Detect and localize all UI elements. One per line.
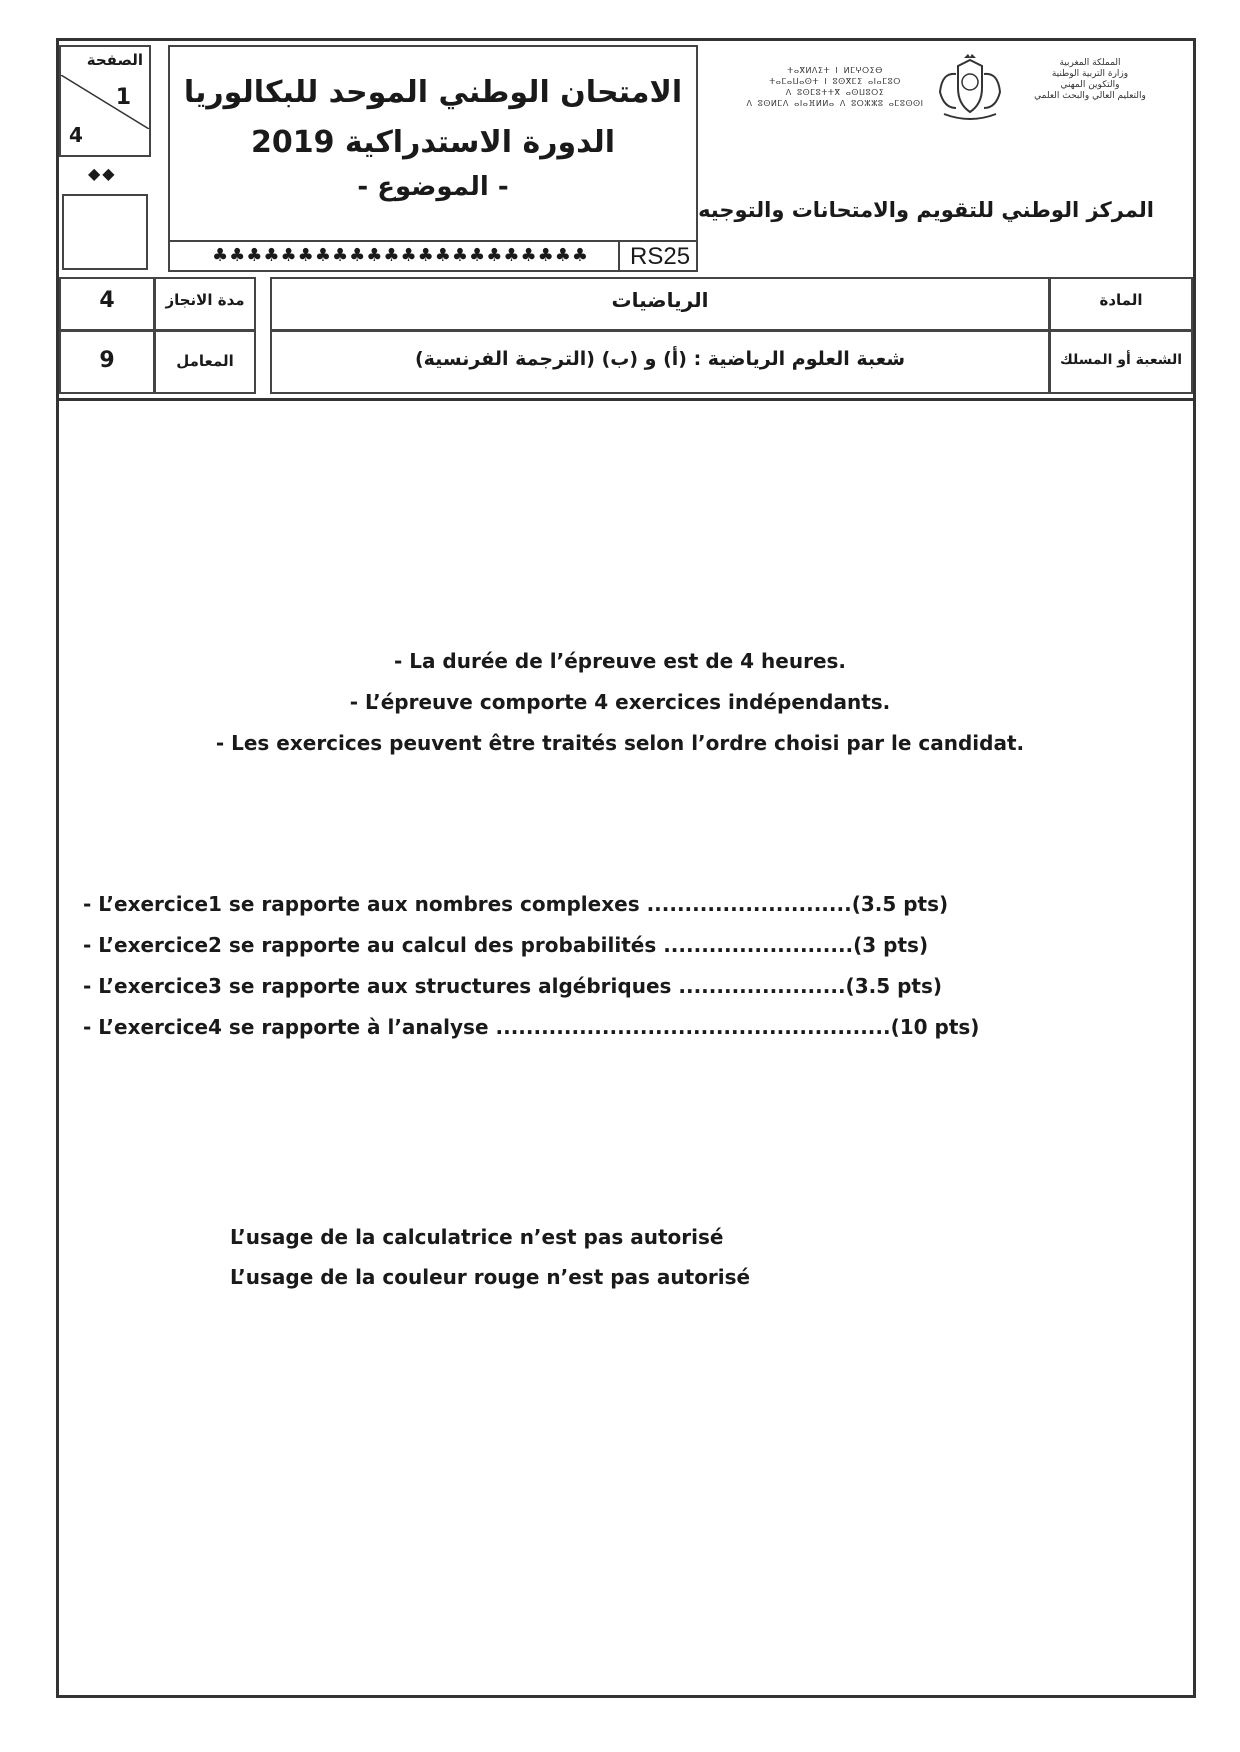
duration-label: مدة الانجاز	[165, 291, 245, 309]
subject-label: المادة	[1099, 291, 1143, 309]
exercise-text: - L’exercice3 se rapporte aux structures algébriques	[83, 974, 679, 998]
branch-value: شعبة العلوم الرياضية : (أ) و (ب) (الترجمة الفرنسية)	[414, 348, 906, 370]
center-name: المركز الوطني للتقويم والامتحانات والتوجيه	[698, 198, 1154, 222]
title-box	[168, 45, 698, 272]
exercise-points: (3 pts)	[853, 933, 929, 957]
exercise-dots: ...........................	[646, 892, 852, 916]
exercise-line	[83, 892, 948, 916]
exercise-text: - L’exercice4 se rapporte à l’analyse	[83, 1015, 496, 1039]
ministry-arabic	[1010, 58, 1170, 102]
tifinagh-line: ⴷ ⵓⵙⵎⵓⵜⵜⴳ ⴰⵙⵡⵓⵔⵉ	[785, 88, 885, 97]
blank-box	[62, 194, 148, 270]
note-line: L’usage de la couleur rouge n’est pas autorisé	[230, 1265, 751, 1289]
instruction-line: - La durée de l’épreuve est de 4 heures.	[393, 649, 847, 673]
exercise-points: (3.5 pts)	[851, 892, 949, 916]
exercise-dots: .........................	[663, 933, 854, 957]
exercise-line	[83, 1015, 979, 1039]
title-line3: - الموضوع -	[357, 172, 509, 202]
page-label: الصفحة	[86, 51, 143, 69]
header-bottom-rule	[56, 398, 1196, 401]
diamonds-mark: ◆◆	[88, 164, 117, 183]
coef-value: 9	[99, 348, 115, 373]
ministry-tifinagh	[740, 65, 930, 109]
title-line1: الامتحان الوطني الموحد للبكالوريا	[183, 75, 683, 110]
subject-value: الرياضيات	[611, 288, 709, 312]
branch-label: الشعبة أو المسلك	[1059, 352, 1183, 368]
coat-of-arms-icon	[930, 52, 1010, 124]
info-table	[56, 274, 1196, 398]
exercise-line	[83, 974, 942, 998]
exercise-points: (10 pts)	[890, 1015, 980, 1039]
instruction-line: - Les exercices peuvent être traités selon l’ordre choisi par le candidat.	[215, 731, 1025, 755]
duration-value: 4	[99, 288, 115, 313]
stars-row: ♣♣♣♣♣♣♣♣♣♣♣♣♣♣♣♣♣♣♣♣♣♣	[212, 245, 590, 266]
coef-label: المعامل	[176, 352, 234, 370]
tifinagh-line: ⵜⴰⴳⵍⴷⵉⵜ ⵏ ⵍⵎⵖⵔⵉⴱ	[787, 66, 883, 75]
ministry-line: والتكوين المهني	[1060, 80, 1120, 90]
exercise-text: - L’exercice1 se rapporte aux nombres complexes	[83, 892, 647, 916]
exercise-dots: ......................	[678, 974, 846, 998]
page-number-box	[59, 45, 151, 157]
exercise-points: (3.5 pts)	[845, 974, 943, 998]
code-divider	[618, 240, 620, 270]
exercise-text: - L’exercice2 se rapporte au calcul des probabilités	[83, 933, 664, 957]
ministry-line: والتعليم العالي والبحث العلمي	[1034, 91, 1146, 101]
tifinagh-line: ⵜⴰⵎⴰⵡⴰⵙⵜ ⵏ ⵓⵙⴳⵎⵉ ⴰⵏⴰⵎⵓⵔ	[769, 77, 901, 86]
exercise-dots: ....................................................	[495, 1015, 891, 1039]
ministry-line: المملكة المغربية	[1059, 58, 1121, 68]
ministry-line: وزارة التربية الوطنية	[1051, 69, 1129, 79]
tifinagh-line: ⴷ ⵓⵙⵍⵎⴷ ⴰⵏⴰⴼⵍⵍⴰ ⴷ ⵓⵔⵣⵣⵓ ⴰⵎⵓⵙⵙⵏ	[746, 99, 924, 108]
instruction-line: - L’épreuve comporte 4 exercices indépendants.	[349, 690, 891, 714]
title-line2: الدورة الاستدراكية 2019	[250, 125, 616, 160]
exam-code: RS25	[630, 243, 691, 270]
note-line: L’usage de la calculatrice n’est pas autorisé	[230, 1225, 724, 1249]
page-total: 4	[69, 123, 83, 147]
exercise-line	[83, 933, 928, 957]
page-current: 1	[115, 85, 131, 110]
page-divider-line	[61, 75, 149, 129]
